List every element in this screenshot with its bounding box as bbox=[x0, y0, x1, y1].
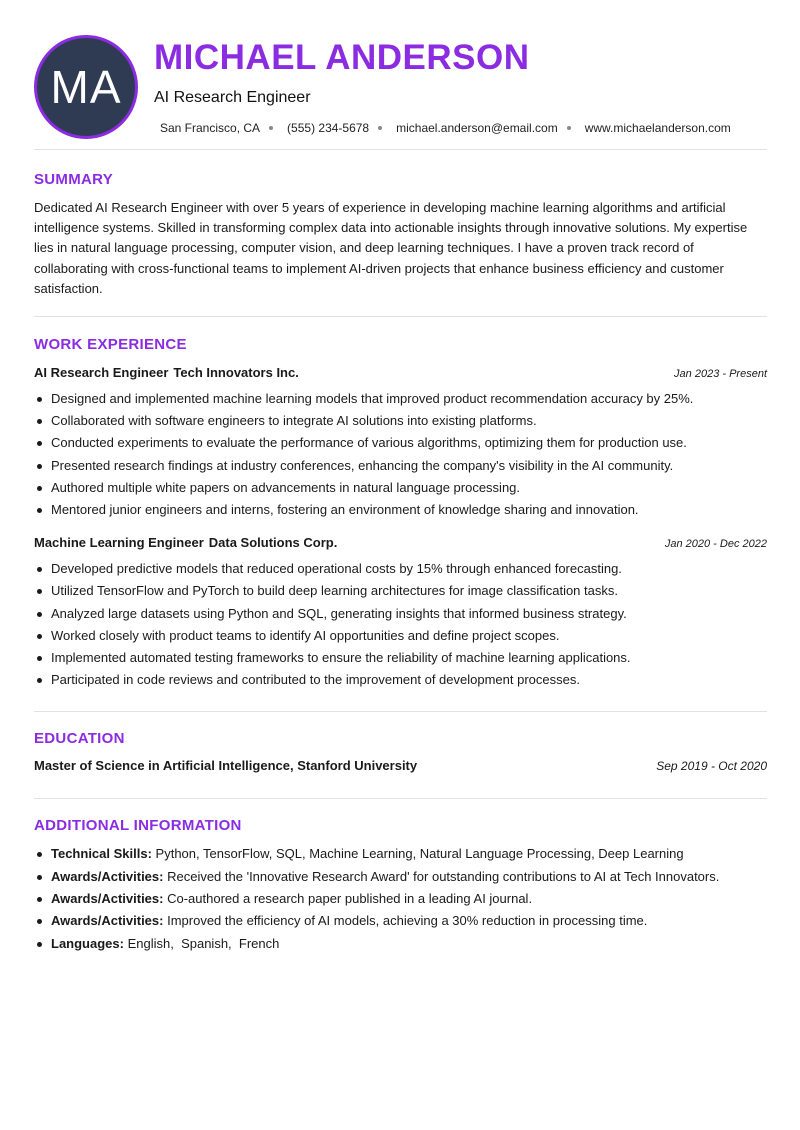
job-date: Jan 2020 - Dec 2022 bbox=[664, 538, 767, 551]
job-entry bbox=[34, 535, 767, 691]
summary-section bbox=[34, 150, 767, 317]
list-item: Designed and implemented machine learning models that improved product recommendation accuracy by 25%. bbox=[34, 388, 767, 410]
job-header bbox=[34, 535, 767, 550]
item-label: Awards/Activities: bbox=[51, 868, 164, 884]
list-item: Implemented automated testing frameworks to ensure the reliability of machine learning applications. bbox=[34, 647, 767, 669]
work-experience-section bbox=[34, 317, 767, 712]
list-item bbox=[34, 866, 767, 888]
contact-website[interactable]: www.michaelanderson.com bbox=[584, 121, 731, 135]
avatar bbox=[34, 35, 138, 139]
list-item: Authored multiple white papers on advancements in natural language processing. bbox=[34, 477, 767, 499]
candidate-name: MICHAEL ANDERSON bbox=[154, 38, 530, 77]
list-item bbox=[34, 843, 767, 865]
job-bullets bbox=[34, 388, 767, 521]
list-item: Mentored junior engineers and interns, fostering an environment of knowledge sharing and innovation. bbox=[34, 499, 767, 521]
list-item: Conducted experiments to evaluate the performance of various algorithms, optimizing them for production use. bbox=[34, 432, 767, 454]
list-item bbox=[34, 933, 767, 955]
list-item: Analyzed large datasets using Python and SQL, generating insights that informed business strategy. bbox=[34, 603, 767, 625]
avatar-initials: MA bbox=[50, 61, 122, 113]
job-title-line bbox=[34, 365, 299, 380]
contact-location: San Francisco, CA bbox=[160, 121, 261, 135]
section-title-summary: SUMMARY bbox=[34, 171, 114, 188]
list-item bbox=[34, 910, 767, 932]
job-entry bbox=[34, 365, 767, 521]
section-title-additional: ADDITIONAL INFORMATION bbox=[34, 817, 242, 835]
section-title-education: EDUCATION bbox=[34, 730, 125, 748]
job-title: Machine Learning Engineer bbox=[34, 535, 204, 551]
list-item bbox=[34, 888, 767, 910]
list-item: Participated in code reviews and contributed to the improvement of development processes. bbox=[34, 669, 767, 691]
separator-dot bbox=[378, 126, 382, 130]
job-bullets bbox=[34, 558, 767, 691]
resume-header bbox=[34, 0, 767, 150]
separator-dot bbox=[567, 126, 571, 130]
separator-dot bbox=[269, 126, 273, 130]
contact-email[interactable]: michael.anderson@email.com bbox=[396, 121, 558, 135]
section-title-work: WORK EXPERIENCE bbox=[34, 336, 187, 354]
education-entry bbox=[34, 758, 767, 773]
item-text: English, Spanish, French bbox=[127, 935, 280, 951]
job-header bbox=[34, 365, 767, 380]
item-label: Technical Skills: bbox=[51, 846, 152, 862]
item-text: Improved the efficiency of AI models, achieving a 30% reduction in processing time. bbox=[167, 913, 648, 929]
item-label: Awards/Activities: bbox=[51, 891, 164, 907]
item-text: Python, TensorFlow, SQL, Machine Learning, Natural Language Processing, Deep Learning bbox=[155, 846, 684, 862]
education-degree: Master of Science in Artificial Intelligence, Stanford University bbox=[34, 758, 418, 774]
contact-phone: (555) 234-5678 bbox=[287, 121, 370, 135]
job-company: Tech Innovators Inc. bbox=[173, 365, 299, 381]
additional-list bbox=[34, 843, 767, 954]
education-section bbox=[34, 712, 767, 799]
item-text: Co-authored a research paper published in a leading AI journal. bbox=[167, 891, 533, 907]
list-item: Collaborated with software engineers to integrate AI solutions into existing platforms. bbox=[34, 410, 767, 432]
item-label: Awards/Activities: bbox=[51, 913, 164, 929]
job-title: AI Research Engineer bbox=[34, 365, 169, 381]
contact-line bbox=[160, 121, 731, 135]
job-company: Data Solutions Corp. bbox=[208, 535, 338, 551]
list-item: Utilized TensorFlow and PyTorch to build deep learning architectures for image classification tasks. bbox=[34, 580, 767, 602]
job-date: Jan 2023 - Present bbox=[674, 368, 767, 381]
item-label: Languages: bbox=[51, 935, 124, 951]
additional-info-section bbox=[34, 799, 767, 954]
list-item: Developed predictive models that reduced operational costs by 15% through enhanced forecasting. bbox=[34, 558, 767, 580]
list-item: Presented research findings at industry conferences, enhancing the company's visibility in the AI community. bbox=[34, 455, 767, 477]
job-title-line bbox=[34, 535, 337, 550]
summary-text: Dedicated AI Research Engineer with over 5 years of experience in developing machine learning algorithms and artificial intelligence systems. Skilled in transforming complex data into actionable insights through innovative solutions. My expertise lies in natural language processing, computer vision, and deep learning techniques. I have a proven track record of collaborating with cross-functional teams to implement AI-driven projects that enhance business efficiency and customer satisfaction. bbox=[34, 200, 748, 296]
candidate-role: AI Research Engineer bbox=[154, 89, 311, 106]
list-item: Worked closely with product teams to identify AI opportunities and define project scopes. bbox=[34, 625, 767, 647]
item-text: Received the 'Innovative Research Award' for outstanding contributions to AI at Tech Innovators. bbox=[167, 868, 720, 884]
education-date: Sep 2019 - Oct 2020 bbox=[656, 759, 767, 774]
